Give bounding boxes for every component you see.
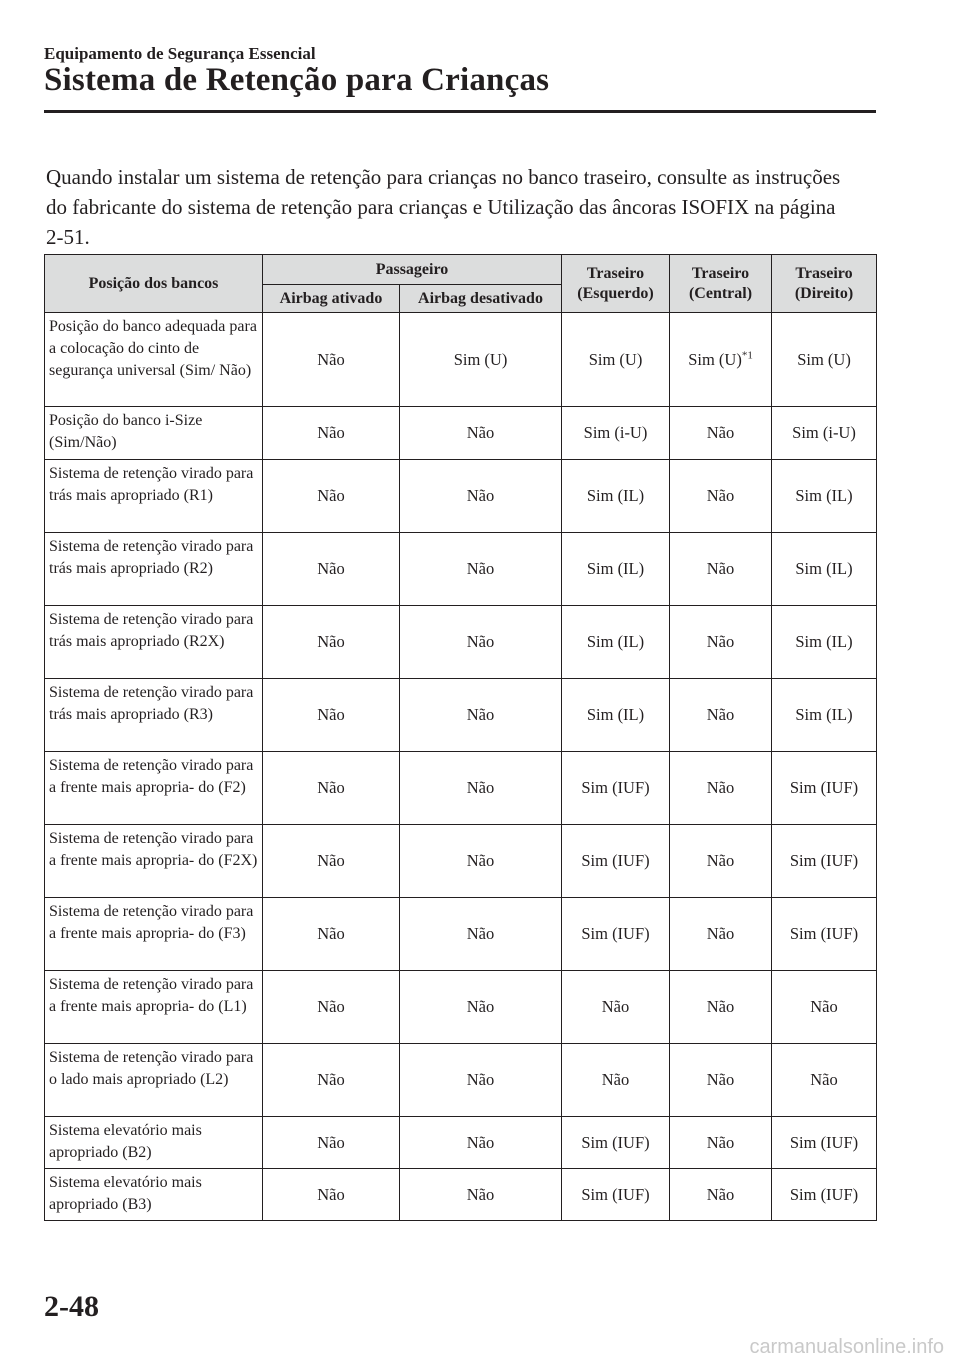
cell-airbag-off: Não — [400, 1169, 562, 1221]
cell-rear-left: Sim (IUF) — [562, 1169, 670, 1221]
cell-airbag-on: Não — [263, 606, 400, 679]
cell-rear-right: Sim (IUF) — [772, 752, 877, 825]
cell-rear-right: Sim (IL) — [772, 679, 877, 752]
cell-airbag-off: Não — [400, 971, 562, 1044]
cell-airbag-off: Não — [400, 460, 562, 533]
cell-rear-center — [670, 313, 772, 407]
header-airbag-off: Airbag desativado — [400, 285, 562, 313]
row-label: Sistema elevatório mais apropriado (B3) — [45, 1169, 263, 1221]
title-divider — [44, 110, 876, 113]
table-row — [45, 971, 877, 1044]
cell-rear-left: Sim (IL) — [562, 533, 670, 606]
cell-rear-center: Não — [670, 752, 772, 825]
table-row — [45, 313, 877, 407]
row-label: Posição do banco adequada para a colocação do cinto de segurança universal (Sim/ Não) — [45, 313, 263, 407]
cell-rear-left: Sim (IL) — [562, 679, 670, 752]
header-rear-left: Traseiro (Esquerdo) — [562, 255, 670, 313]
cell-rear-left: Sim (U) — [562, 313, 670, 407]
cell-airbag-off: Não — [400, 825, 562, 898]
cell-airbag-on: Não — [263, 825, 400, 898]
header-rear-right: Traseiro (Direito) — [772, 255, 877, 313]
cell-rear-right: Sim (U) — [772, 313, 877, 407]
cell-rear-center: Não — [670, 533, 772, 606]
cell-rear-right: Sim (IUF) — [772, 1169, 877, 1221]
cell-rear-left: Sim (IL) — [562, 460, 670, 533]
cell-airbag-on: Não — [263, 1117, 400, 1169]
cell-rear-right: Não — [772, 1044, 877, 1117]
cell-airbag-on: Não — [263, 679, 400, 752]
footnote-marker: *1 — [741, 349, 753, 361]
row-label: Sistema de retenção virado para trás mais apropriado (R1) — [45, 460, 263, 533]
cell-rear-center: Não — [670, 825, 772, 898]
intro-paragraph: Quando instalar um sistema de retenção para crianças no banco traseiro, consulte as instruções do fabricante do sistema de retenção para crianças e Utilização das âncoras ISOFIX na página 2-51. — [46, 165, 841, 249]
cell-rear-right: Sim (IL) — [772, 533, 877, 606]
cell-airbag-off: Não — [400, 1044, 562, 1117]
cell-rear-center: Não — [670, 679, 772, 752]
cell-rear-left: Sim (IUF) — [562, 1117, 670, 1169]
table-row — [45, 1044, 877, 1117]
cell-rear-right: Sim (IL) — [772, 460, 877, 533]
page-title: Sistema de Retenção para Crianças — [44, 62, 550, 98]
table-row — [45, 533, 877, 606]
table-row — [45, 679, 877, 752]
header-passenger: Passageiro — [263, 255, 562, 285]
watermark: carmanualsonline.info — [749, 1336, 944, 1358]
cell-rear-right: Sim (IL) — [772, 606, 877, 679]
cell-rear-center: Não — [670, 460, 772, 533]
cell-airbag-on: Não — [263, 313, 400, 407]
header-seat-position: Posição dos bancos — [45, 255, 263, 313]
cell-airbag-off: Não — [400, 606, 562, 679]
cell-rear-right: Sim (i-U) — [772, 407, 877, 460]
cell-rear-center-value: Sim (U) — [688, 349, 742, 369]
table-row — [45, 460, 877, 533]
table-row — [45, 898, 877, 971]
cell-rear-center: Não — [670, 971, 772, 1044]
table-row — [45, 606, 877, 679]
cell-airbag-off: Sim (U) — [400, 313, 562, 407]
row-label: Sistema de retenção virado para o lado mais apropriado (L2) — [45, 1044, 263, 1117]
cell-airbag-off: Não — [400, 407, 562, 460]
cell-rear-center: Não — [670, 407, 772, 460]
cell-airbag-on: Não — [263, 460, 400, 533]
cell-airbag-on: Não — [263, 752, 400, 825]
cell-rear-center: Não — [670, 1117, 772, 1169]
header-airbag-on: Airbag ativado — [263, 285, 400, 313]
row-label: Sistema de retenção virado para trás mais apropriado (R2) — [45, 533, 263, 606]
table-row — [45, 1169, 877, 1221]
cell-rear-center: Não — [670, 1044, 772, 1117]
cell-rear-right: Sim (IUF) — [772, 825, 877, 898]
cell-airbag-on: Não — [263, 407, 400, 460]
cell-airbag-on: Não — [263, 1169, 400, 1221]
cell-airbag-on: Não — [263, 533, 400, 606]
cell-rear-left: Sim (IUF) — [562, 825, 670, 898]
row-label: Posição do banco i-Size (Sim/Não) — [45, 407, 263, 460]
cell-rear-left: Sim (IUF) — [562, 898, 670, 971]
cell-rear-left: Não — [562, 1044, 670, 1117]
cell-rear-left: Não — [562, 971, 670, 1044]
page-number: 2-48 — [44, 1290, 99, 1323]
cell-rear-right: Não — [772, 971, 877, 1044]
row-label: Sistema de retenção virado para a frente mais apropria- do (F3) — [45, 898, 263, 971]
cell-airbag-off: Não — [400, 898, 562, 971]
row-label: Sistema elevatório mais apropriado (B2) — [45, 1117, 263, 1169]
table-row — [45, 1117, 877, 1169]
table-row — [45, 407, 877, 460]
cell-rear-center: Não — [670, 1169, 772, 1221]
header-rear-center: Traseiro (Central) — [670, 255, 772, 313]
cell-rear-center: Não — [670, 606, 772, 679]
cell-airbag-on: Não — [263, 971, 400, 1044]
row-label: Sistema de retenção virado para a frente mais apropria- do (L1) — [45, 971, 263, 1044]
cell-rear-left: Sim (IL) — [562, 606, 670, 679]
table-row — [45, 752, 877, 825]
cell-rear-left: Sim (IUF) — [562, 752, 670, 825]
cell-airbag-on: Não — [263, 1044, 400, 1117]
row-label: Sistema de retenção virado para trás mais apropriado (R3) — [45, 679, 263, 752]
cell-airbag-off: Não — [400, 533, 562, 606]
cell-rear-left: Sim (i-U) — [562, 407, 670, 460]
row-label: Sistema de retenção virado para a frente mais apropria- do (F2X) — [45, 825, 263, 898]
row-label: Sistema de retenção virado para trás mais apropriado (R2X) — [45, 606, 263, 679]
cell-airbag-on: Não — [263, 898, 400, 971]
cell-airbag-off: Não — [400, 1117, 562, 1169]
section-label: Equipamento de Segurança Essencial — [44, 44, 316, 63]
table-header-row — [45, 255, 877, 285]
table-row — [45, 825, 877, 898]
cell-rear-right: Sim (IUF) — [772, 1117, 877, 1169]
cell-rear-center: Não — [670, 898, 772, 971]
cell-airbag-off: Não — [400, 752, 562, 825]
row-label: Sistema de retenção virado para a frente mais apropria- do (F2) — [45, 752, 263, 825]
cell-rear-right: Sim (IUF) — [772, 898, 877, 971]
cell-airbag-off: Não — [400, 679, 562, 752]
seat-suitability-table — [44, 254, 877, 1221]
